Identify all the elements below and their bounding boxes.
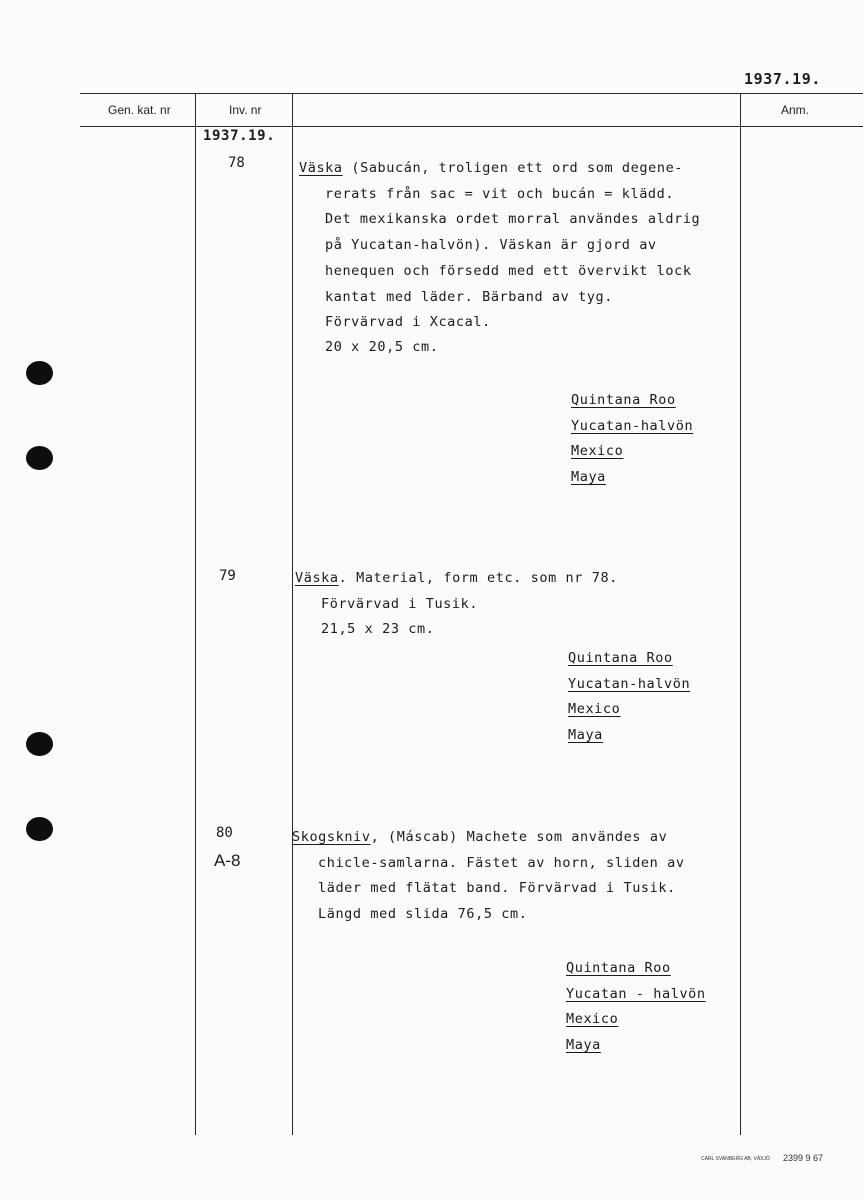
location-region: Quintana Roo xyxy=(571,392,676,408)
entry-inv-nr: 80 xyxy=(216,825,233,841)
column-rule-2 xyxy=(292,93,293,1135)
inv-series: 1937.19. xyxy=(203,128,276,144)
punch-hole xyxy=(26,732,53,756)
entry-text-line: läder med flätat band. Förvärvad i Tusik. xyxy=(318,880,676,896)
column-rule-1 xyxy=(195,93,196,1135)
header-gen-kat-nr: Gen. kat. nr xyxy=(108,103,171,117)
entry-extra-ref: A-8 xyxy=(214,851,241,870)
form-code: 2399 9 67 xyxy=(783,1153,824,1163)
punch-hole xyxy=(26,361,53,385)
entry-text-line: chicle-samlarna. Fästet av horn, sliden av xyxy=(318,855,685,871)
header-inv-nr: Inv. nr xyxy=(229,103,262,117)
entry-text-line: 20 x 20,5 cm. xyxy=(325,339,439,355)
entry-text-line: Det mexikanska ordet morral användes aldrig xyxy=(325,211,701,227)
entry-text-line: Längd med slida 76,5 cm. xyxy=(318,906,528,922)
location-culture: Maya xyxy=(571,469,606,485)
entry-text-line: 21,5 x 23 cm. xyxy=(321,621,435,637)
location-peninsula: Yucatan-halvön xyxy=(568,676,691,692)
entry-title: Skogskniv xyxy=(292,829,371,845)
entry-text-line: Skogskniv, (Máscab) Machete som användes av xyxy=(292,829,668,845)
punch-hole xyxy=(26,817,53,841)
entry-text-line: rerats från sac = vit och bucán = klädd. xyxy=(325,186,675,202)
location-peninsula: Yucatan-halvön xyxy=(571,418,694,434)
entry-text-line: Förvärvad i Tusik. xyxy=(321,596,479,612)
column-rule-3 xyxy=(740,93,741,1135)
entry-title: Väska xyxy=(299,160,343,176)
printer-imprint: CARL SVANBERG AB, VÄXJÖ xyxy=(701,1156,770,1162)
entry-title: Väska xyxy=(295,570,339,586)
entry-inv-nr: 78 xyxy=(228,155,245,171)
entry-inv-nr: 79 xyxy=(219,568,236,584)
location-country: Mexico xyxy=(571,443,624,459)
entry-text-line: Väska. Material, form etc. som nr 78. xyxy=(295,570,618,586)
header-bottom-rule xyxy=(80,126,863,127)
header-top-rule xyxy=(80,93,863,94)
punch-hole xyxy=(26,446,53,470)
header-anm: Anm. xyxy=(781,103,810,117)
location-region: Quintana Roo xyxy=(566,960,671,976)
entry-text-line: kantat med läder. Bärband av tyg. xyxy=(325,289,614,305)
location-culture: Maya xyxy=(568,727,603,743)
entry-text-line: henequen och försedd med ett övervikt lock xyxy=(325,263,692,279)
location-region: Quintana Roo xyxy=(568,650,673,666)
location-country: Mexico xyxy=(566,1011,619,1027)
entry-text-line: på Yucatan-halvön). Väskan är gjord av xyxy=(325,237,657,253)
entry-text-line: Förvärvad i Xcacal. xyxy=(325,314,491,330)
entry-text-line: Väska (Sabucán, troligen ett ord som degene- xyxy=(299,160,684,176)
location-peninsula: Yucatan - halvön xyxy=(566,986,706,1002)
location-culture: Maya xyxy=(566,1037,601,1053)
location-country: Mexico xyxy=(568,701,621,717)
top-reference: 1937.19. xyxy=(744,70,822,88)
